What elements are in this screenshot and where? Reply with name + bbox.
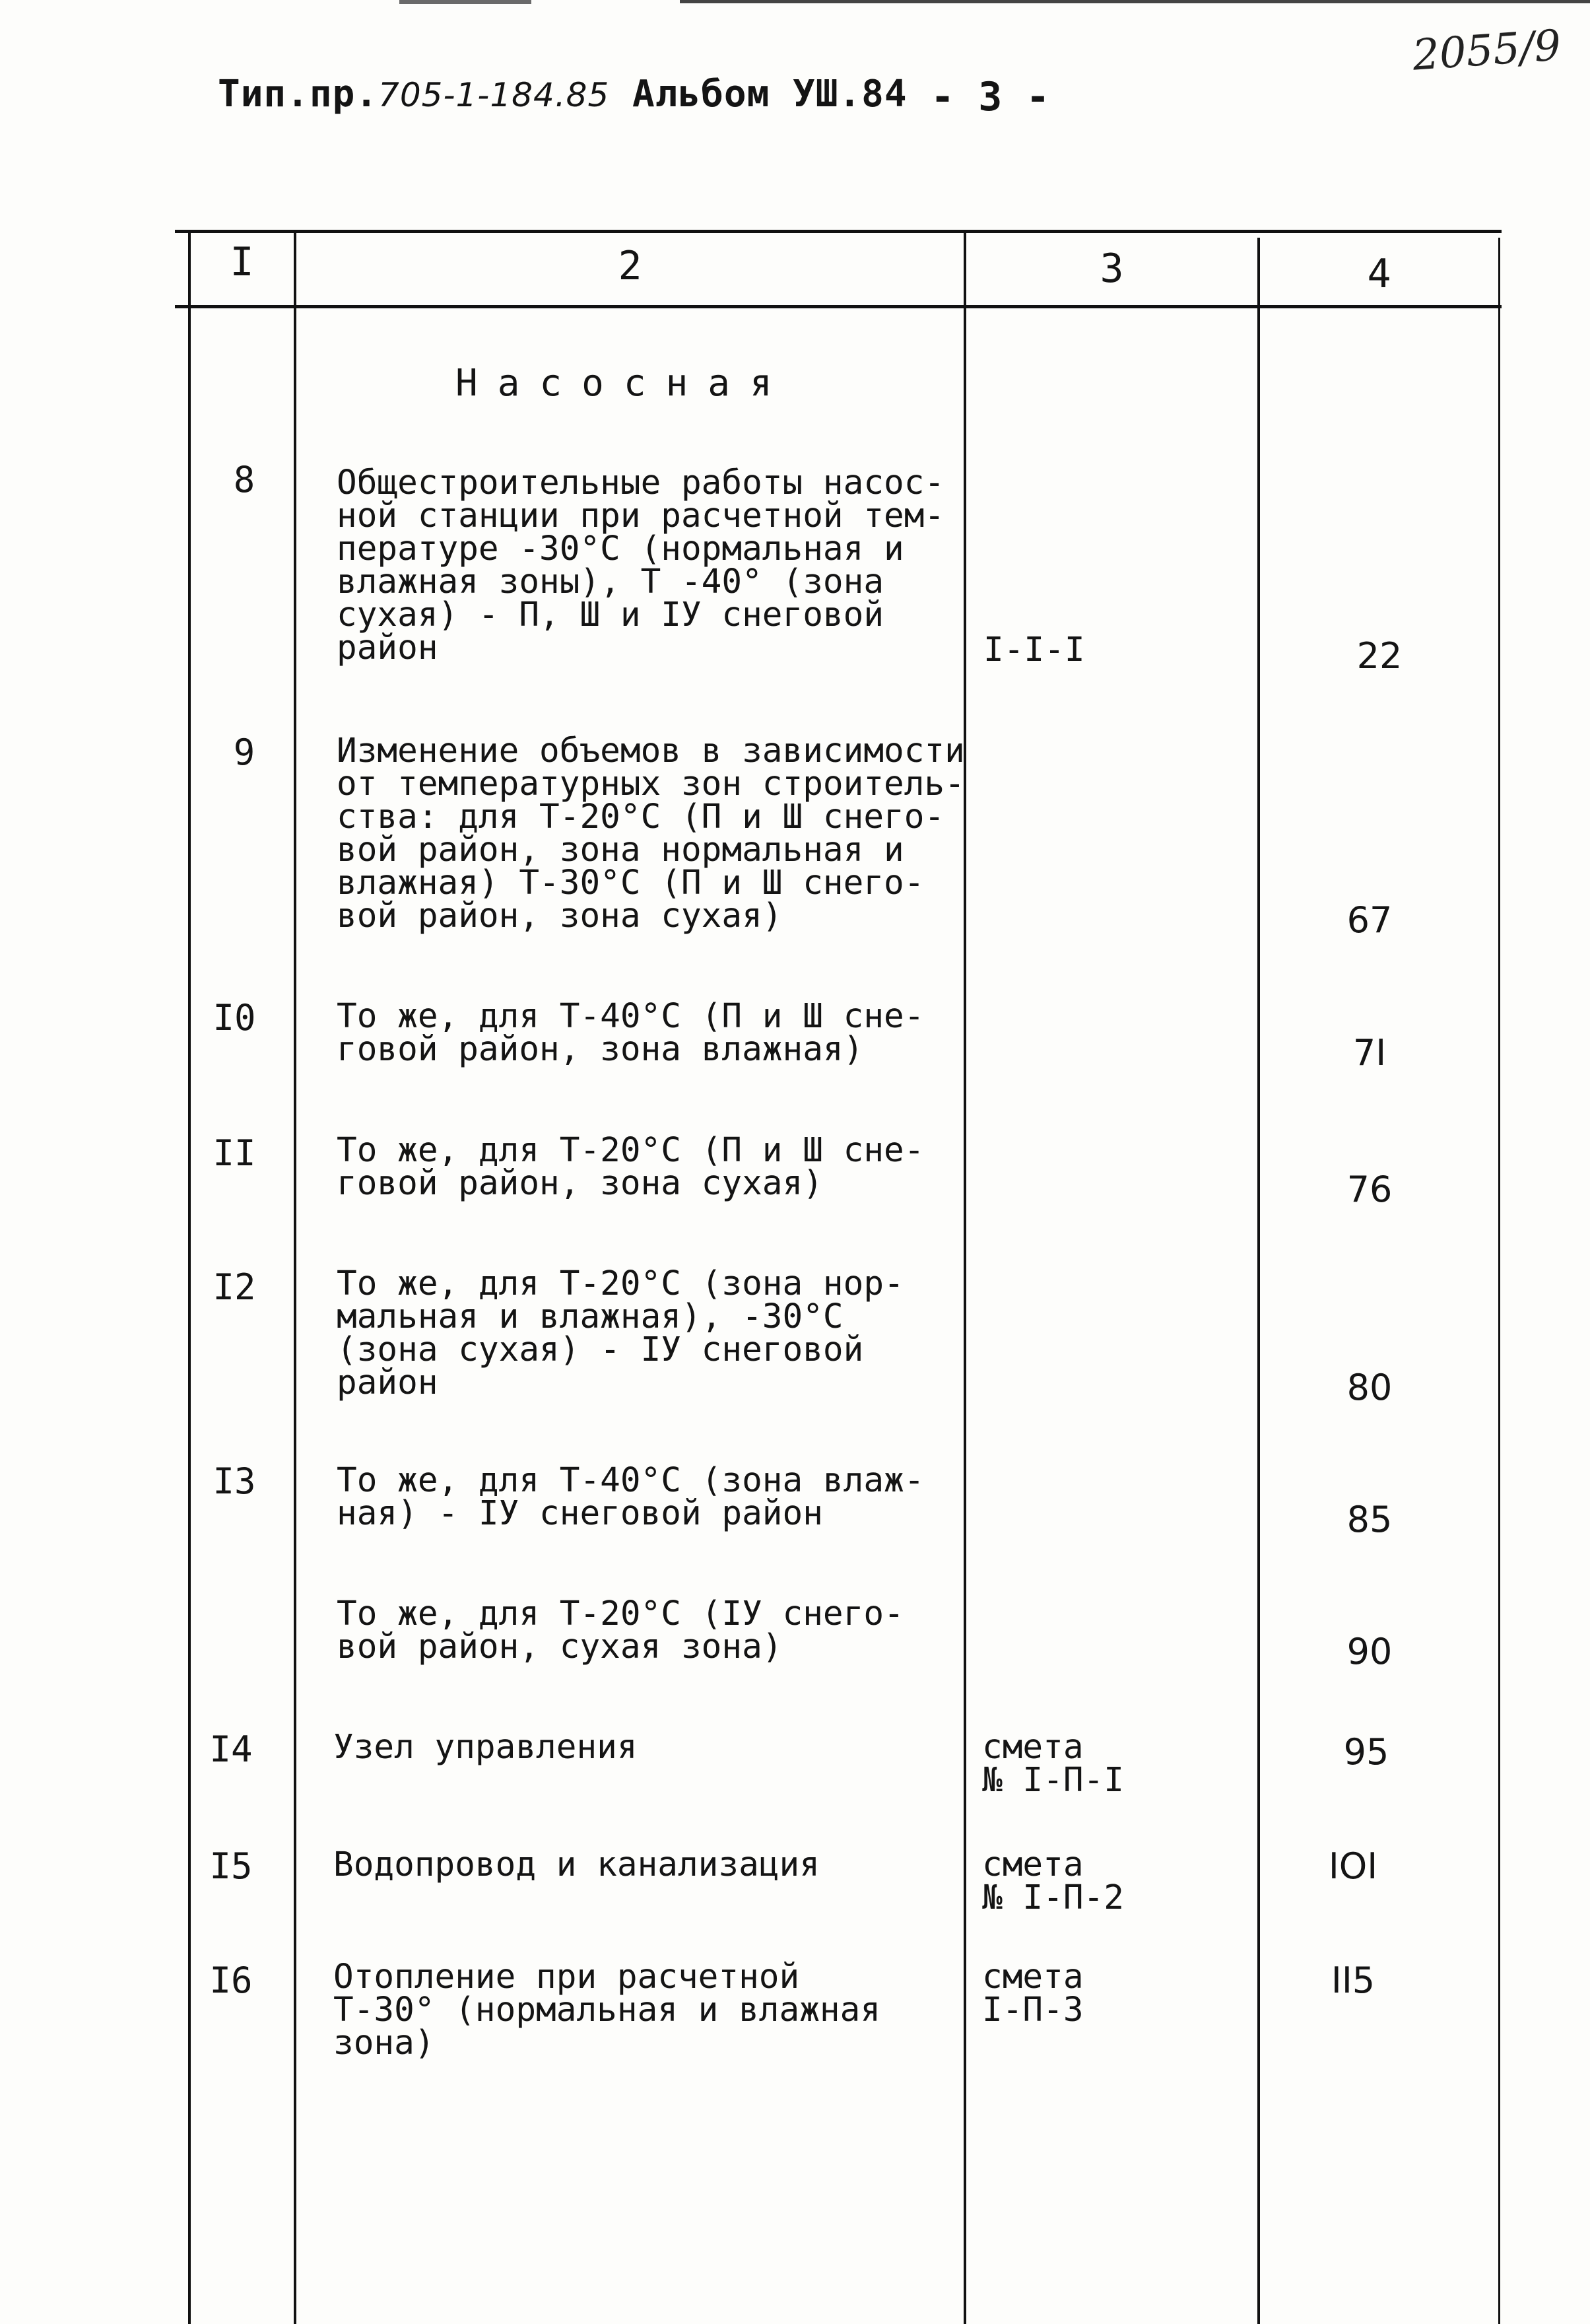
row-number: I3: [213, 1460, 256, 1502]
table-right-border: [1498, 238, 1500, 2324]
album-label: Альбом УШ.84: [632, 73, 908, 116]
row-number: I4: [209, 1728, 253, 1770]
table-divider-1: [294, 230, 296, 2324]
row-description: То же, для Т-40°С (зона влаж- ная) - IУ снеговой район: [337, 1461, 925, 1533]
row-code: смета I-П-3: [982, 1958, 1084, 2030]
section-title: Насосная: [455, 362, 792, 405]
row-number: II: [213, 1132, 256, 1174]
row-page: 22: [1356, 635, 1403, 677]
row-description: То же, для Т-20°С (зона нор- мальная и влажная), -30°С (зона сухая) - IУ снеговой район: [337, 1264, 904, 1402]
column-header-4: 4: [1367, 251, 1391, 297]
row-number: I5: [209, 1845, 253, 1887]
row-number: 9: [233, 732, 255, 773]
column-header-2: 2: [618, 243, 642, 289]
row-description: Узел управления: [333, 1728, 638, 1767]
row-page: 80: [1346, 1367, 1393, 1408]
archive-number: 2055/9: [1410, 21, 1563, 81]
scan-edge-mark: [680, 0, 1590, 3]
document-header: [218, 73, 908, 116]
row-page: 7I: [1352, 1032, 1387, 1074]
row-description: Водопровод и канализация: [333, 1845, 820, 1884]
row-code: смета № I-П-I: [982, 1728, 1124, 1800]
row-page: 67: [1346, 899, 1393, 941]
row-code: I-I-I: [983, 631, 1085, 669]
row-page: IOI: [1328, 1845, 1378, 1887]
row-description: То же, для Т-40°С (П и Ш сне- говой район, зона влажная): [337, 997, 925, 1069]
row-description: То же, для Т-20°С (IУ снего- вой район, сухая зона): [337, 1594, 904, 1666]
page-number: - 3 -: [931, 74, 1050, 120]
row-number: I6: [209, 1960, 253, 2001]
row-number: I2: [213, 1266, 256, 1308]
table-top-rule: [175, 230, 1502, 233]
row-page: 85: [1346, 1499, 1393, 1540]
table-header-rule: [175, 305, 1502, 308]
project-number: 705-1-184.85: [378, 76, 610, 114]
header-prefix: Тип.пр.: [218, 73, 379, 116]
column-header-1: I: [230, 239, 254, 285]
row-description: Общестроительные работы насос- ной станции при расчетной тем- пературе -30°С (нормальная и влажная зоны), Т -40° (зона сухая) - П, Ш и IУ снеговой район: [337, 463, 945, 667]
scan-edge-mark: [399, 0, 531, 4]
row-description: Изменение объемов в зависимости от температурных зон строитель- ства: для Т-20°С (П и Ш снего- вой район, зона нормальная и влажная) Т-30°С (П и Ш снего- вой район, зона сухая): [337, 732, 965, 936]
row-number: 8: [233, 459, 255, 500]
table-divider-3: [1257, 238, 1260, 2324]
row-code: смета № I-П-2: [982, 1845, 1124, 1917]
row-description: Отопление при расчетной Т-30° (нормальная и влажная зона): [333, 1958, 881, 2063]
row-number: I0: [213, 997, 256, 1039]
row-page: 95: [1343, 1731, 1389, 1773]
row-page: II5: [1331, 1960, 1375, 2001]
row-page: 76: [1346, 1169, 1393, 1210]
column-header-3: 3: [1100, 246, 1124, 292]
row-page: 90: [1346, 1631, 1393, 1672]
row-description: То же, для Т-20°С (П и Ш сне- говой район, зона сухая): [337, 1131, 925, 1203]
